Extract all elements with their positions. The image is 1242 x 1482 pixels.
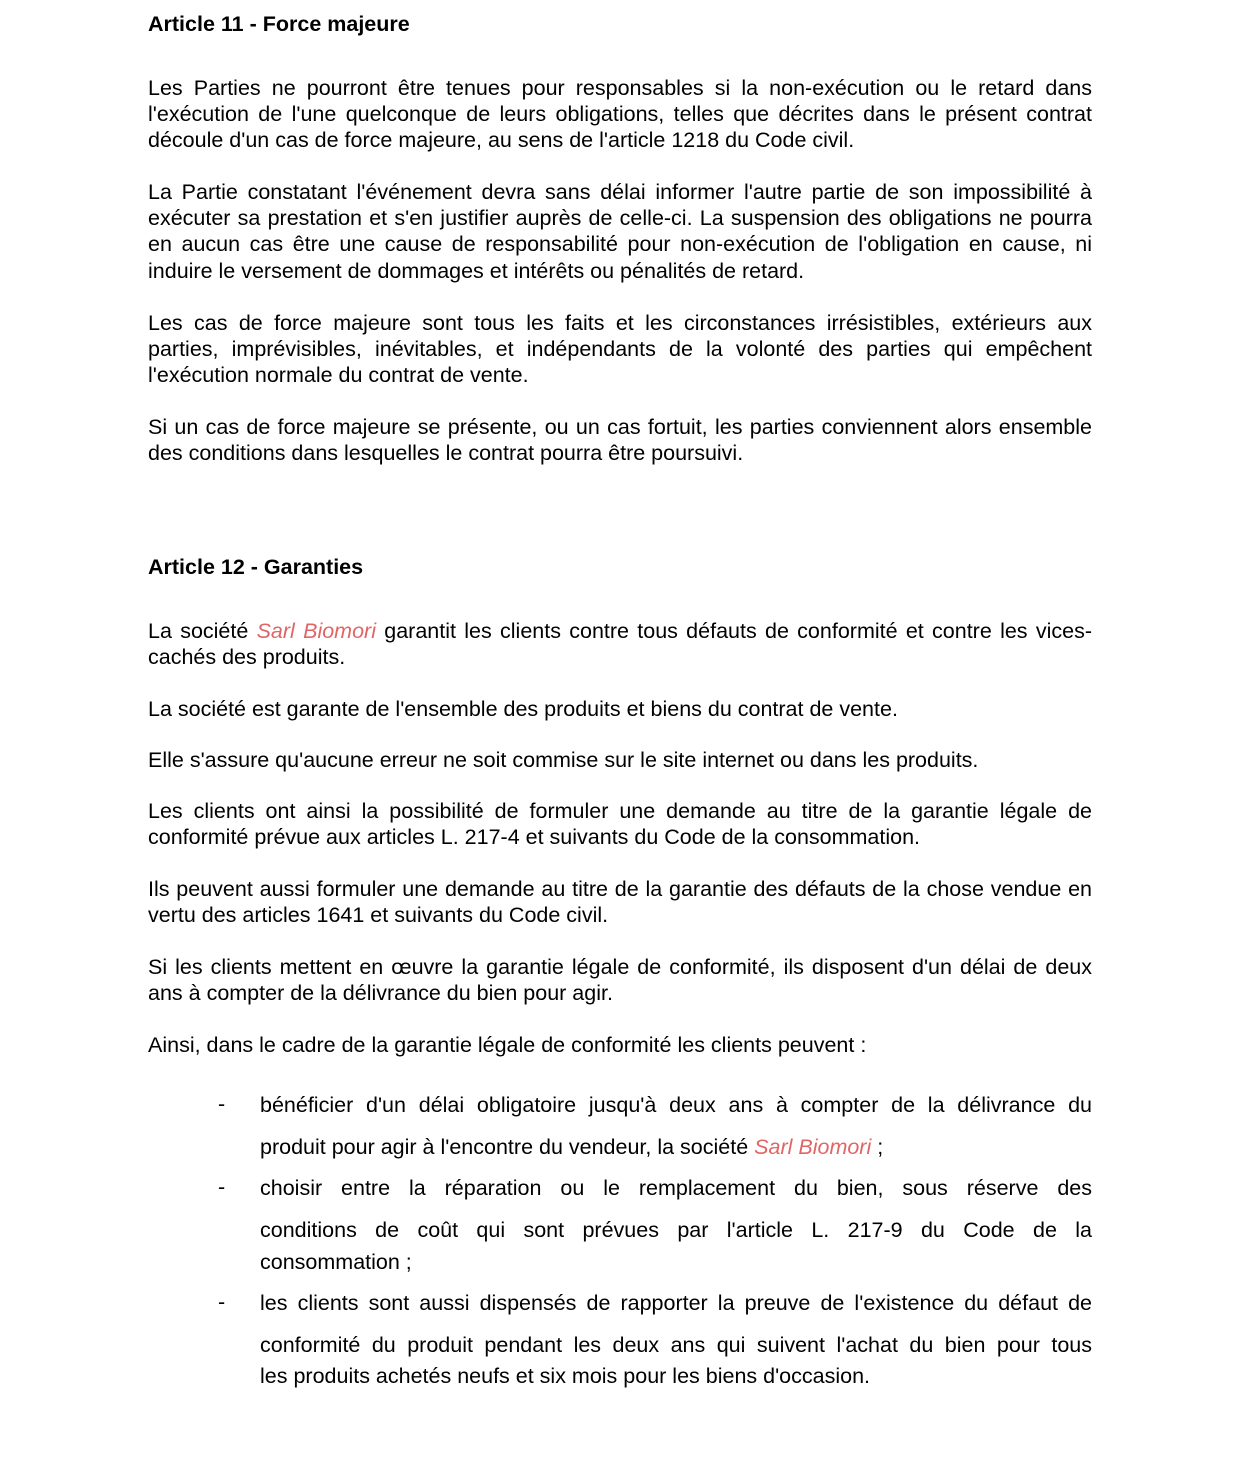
article-12-paragraph-4: Les clients ont ainsi la possibilité de formuler une demande au titre de la garantie légale de conformité prévue aux articles L. 217-4 et suivants du Code de la consommation. [148,799,1092,850]
article-11-paragraph-1: Les Parties ne pourront être tenues pour responsables si la non-exécution ou le retard dans l'exécution de l'une quelconque de leurs obligations, telles que décrites dans le présent contrat découle d'un cas de force majeure, au sens de l'article 1218 du Code civil. [148,76,1092,153]
list-item-text: ; [871,1135,884,1159]
list-item-line: consommation ; [260,1250,412,1274]
article-12-paragraph-7: Ainsi, dans le cadre de la garantie légale de conformité les clients peuvent : [148,1033,867,1057]
article-12-paragraph-1 [148,618,1092,670]
bullet-dash: - [218,1175,226,1199]
list-item-text: produit pour agir à l'encontre du vendeur, la société [260,1135,755,1159]
article-12-heading: Article 12 - Garanties [148,555,364,579]
list-item-line: conditions de coût qui sont prévues par l'article L. 217-9 du Code de la [260,1218,1092,1242]
list-item-line: choisir entre la réparation ou le remplacement du bien, sous réserve des [260,1176,1092,1200]
list-item-line [260,1134,1092,1160]
company-name: Sarl Biomori [754,1135,872,1159]
list-item-line: les produits achetés neufs et six mois pour les biens d'occasion. [260,1364,871,1388]
article-11-paragraph-2: La Partie constatant l'événement devra sans délai informer l'autre partie de son impossibilité à exécuter sa prestation et s'en justifier auprès de celle-ci. La suspension des obligations ne pourra en aucun cas être une cause de responsabilité pour non-exécution de l'obligation en cause, ni induire le versement de dommages et intérêts ou pénalités de retard. [148,180,1092,283]
list-item-line: bénéficier d'un délai obligatoire jusqu'à deux ans à compter de la délivrance du [260,1093,1092,1117]
article-11-heading: Article 11 - Force majeure [148,12,410,36]
bullet-dash: - [218,1290,226,1314]
bullet-dash: - [218,1092,226,1116]
article-11-paragraph-4: Si un cas de force majeure se présente, ou un cas fortuit, les parties conviennent alors ensemble des conditions dans lesquelles le contrat pourra être poursuivi. [148,415,1092,466]
paragraph-text: La société [148,619,257,643]
article-12-paragraph-6: Si les clients mettent en œuvre la garantie légale de conformité, ils disposent d'un délai de deux ans à compter de la délivrance du bien pour agir. [148,955,1092,1006]
paragraph-text: garantit les clients contre tous défauts de conformité et contre les vices-cachés des produits. [148,619,1092,670]
article-12-paragraph-2: La société est garante de l'ensemble des produits et biens du contrat de vente. [148,697,898,721]
company-name: Sarl Biomori [256,619,376,643]
list-item-line: conformité du produit pendant les deux ans qui suivent l'achat du bien pour tous [260,1333,1092,1357]
article-11-paragraph-3: Les cas de force majeure sont tous les faits et les circonstances irrésistibles, extérieurs aux parties, imprévisibles, inévitables, et indépendants de la volonté des parties qui empêchent l'exécution normale du contrat de vente. [148,311,1092,388]
article-12-paragraph-5: Ils peuvent aussi formuler une demande au titre de la garantie des défauts de la chose vendue en vertu des articles 1641 et suivants du Code civil. [148,877,1092,928]
list-item-line: les clients sont aussi dispensés de rapporter la preuve de l'existence du défaut de [260,1291,1092,1315]
article-12-paragraph-3: Elle s'assure qu'aucune erreur ne soit commise sur le site internet ou dans les produits. [148,748,979,772]
